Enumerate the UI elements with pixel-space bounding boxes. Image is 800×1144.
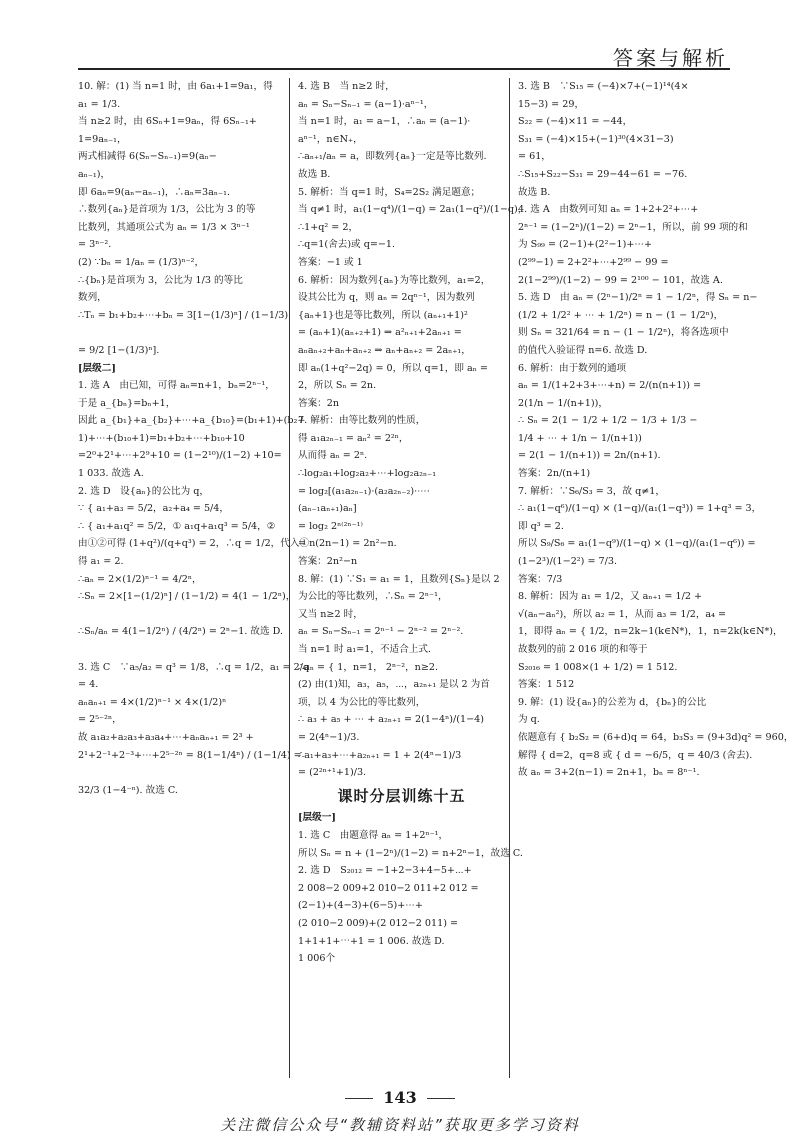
- answer-line: 则 Sₙ = 321/64 = n − (1 − 1/2ⁿ)，将各选项中: [518, 327, 729, 339]
- answer-line: 1/4 + ⋯ + 1/n − 1/(n+1)): [518, 432, 642, 444]
- answer-line: [78, 606, 285, 624]
- answer-line: 为 q.: [518, 714, 540, 726]
- answer-line: = log₂ 2ⁿ⁽²ⁿ⁻¹⁾: [298, 520, 363, 532]
- answer-line: 故选 B.: [298, 168, 331, 180]
- answer-line: 项，以 4 为公比的等比数列，: [298, 696, 426, 708]
- answer-line: 当 n=1 时，a₁ = a−1，∴aₙ = (a−1)·: [298, 116, 471, 128]
- answer-line: [层级二]: [78, 362, 116, 374]
- answer-line: 从而得 aₙ = 2ⁿ.: [298, 450, 368, 462]
- answer-line: 得 a₁a₂ₙ₋₁ = aₙ² = 2²ⁿ，: [298, 432, 409, 444]
- answer-line: = (2²ⁿ⁺¹+1)/3.: [298, 767, 367, 779]
- answer-line: ∴数列{aₙ}是首项为 1/3，公比为 3 的等: [78, 204, 256, 216]
- answer-line: ∴ { a₁+a₁q² = 5/2，① a₁q+a₁q³ = 5/4，②: [78, 520, 276, 532]
- answer-line: aₙ = Sₙ−Sₙ₋₁ = 2ⁿ⁻¹ − 2ⁿ⁻² = 2ⁿ⁻².: [298, 626, 464, 638]
- answer-line: ∴Tₙ = b₁+b₂+⋯+bₙ = 3[1−(1/3)ⁿ] / (1−1/3): [78, 309, 289, 321]
- answer-line: 2，所以 Sₙ = 2n.: [298, 380, 377, 392]
- answer-line: 故 aₙ = 3+2(n−1) = 2n+1，bₙ = 8ⁿ⁻¹.: [518, 767, 700, 779]
- answer-line: ∴a₁+a₃+⋯+a₂ₙ₊₁ = 1 + 2(4ⁿ−1)/3: [298, 749, 462, 761]
- column-middle: [290, 78, 528, 1078]
- answer-line: 2(1/n − 1/(n+1))，: [518, 397, 608, 409]
- answer-line: 8. 解：(1) ∵S₁ = a₁ = 1，且数列{Sₙ}是以 2: [298, 573, 500, 585]
- answer-line: 3. 选 B ∵S₁₅ = (−4)×7+(−1)¹⁴(4×: [518, 81, 689, 92]
- answer-line: 7. 解析：∵S₆/S₃ = 3，故 q≠1，: [518, 485, 666, 497]
- header-rule: [78, 68, 730, 70]
- answer-line: 当 n≥2 时，由 6Sₙ+1=9aₙ，得 6Sₙ₋₁+: [78, 116, 257, 128]
- answer-line: = 61，: [518, 151, 551, 163]
- answer-line: 答案：−1 或 1: [298, 256, 363, 268]
- answer-line: ∴log₂a₁+log₂a₂+⋯+log₂a₂ₙ₋₁: [298, 468, 437, 480]
- answer-line: 1)+⋯+(b₁₀+1)=b₁+b₂+⋯+b₁₀+10: [78, 432, 245, 444]
- answer-line: 32/3 (1−4⁻ⁿ). 故选 C.: [78, 784, 178, 796]
- answer-line: ∴q=1(舍去)或 q=−1.: [298, 239, 396, 251]
- answer-line: 8. 解析：因为 a₁ = 1/2，又 aₙ₊₁ = 1/2 +: [518, 591, 703, 603]
- answer-line: 的值代入验证得 n=6. 故选 D.: [518, 344, 648, 356]
- answer-line: 1 006个: [298, 953, 336, 965]
- answer-line: [78, 641, 285, 659]
- answer-line: 1+1+1+⋯+1 = 1 006. 故选 D.: [298, 935, 445, 947]
- answer-line: ∴{bₙ}是首项为 3，公比为 1/3 的等比: [78, 274, 243, 286]
- answer-line: 1 033. 故选 A.: [78, 468, 144, 480]
- answer-line: =2⁰+2¹+⋯+2⁹+10 = (1−2¹⁰)/(1−2) +10=: [78, 450, 282, 462]
- answer-line: 答案：1 512: [518, 679, 575, 691]
- answer-line: = log₂[(a₁a₂ₙ₋₁)·(a₂a₂ₙ₋₂)·⋯·: [298, 485, 430, 497]
- answer-line: 1，即得 aₙ = { 1/2，n=2k−1(k∈N*)，1，n=2k(k∈N*)，: [518, 626, 783, 638]
- answer-line: = 9/2 [1−(1/3)ⁿ].: [78, 344, 160, 356]
- answer-line: = 2⁵⁻²ⁿ，: [78, 714, 122, 726]
- answer-line: aₙ = Sₙ−Sₙ₋₁ = (a−1)·aⁿ⁻¹，: [298, 98, 434, 110]
- answer-line: 即 6aₙ=9(aₙ−aₙ₋₁)，∴aₙ=3aₙ₋₁.: [78, 186, 230, 198]
- answer-line: ∴ a₃ + a₅ + ⋯ + a₂ₙ₊₁ = 2(1−4ⁿ)/(1−4): [298, 714, 485, 726]
- answer-line: [78, 764, 285, 782]
- answer-line: 即 q³ = 2.: [518, 520, 564, 532]
- page-header-title: 答案与解析: [613, 46, 728, 70]
- answer-line: 答案：7/3: [518, 573, 563, 585]
- answer-line: 于是 a_{bₙ}=bₙ+1，: [78, 397, 176, 409]
- answer-line: 所以 S₉/S₆ = a₁(1−q⁹)/(1−q) × (1−q)/(a₁(1−q⁶)) =: [518, 538, 756, 550]
- answer-line: 又当 n≥2 时，: [298, 608, 363, 620]
- answer-line: ∴aₙ₊₁/aₙ = a，即数列{aₙ}一定是等比数列.: [298, 151, 487, 163]
- answer-line: ∴aₙ = { 1，n=1， 2ⁿ⁻²，n≥2.: [298, 661, 439, 673]
- answer-line: 当 n=1 时 a₁=1，不适合上式.: [298, 644, 431, 655]
- answer-line: a₁ = 1/3.: [78, 98, 121, 110]
- answer-line: 2. 选 D S₂₀₁₂ = −1+2−3+4−5+⋯+: [298, 865, 472, 877]
- answer-line: ∴S₁₅+S₂₂−S₃₁ = 29−44−61 = −76.: [518, 168, 688, 180]
- answer-line: 4. 选 A 由数列可知 aₙ = 1+2+2²+⋯+: [518, 204, 699, 216]
- answer-line: (2−1)+(4−3)+(6−5)+⋯+: [298, 900, 423, 912]
- answer-line: aₙaₙ₊₁ = 4×(1/2)ⁿ⁻¹ × 4×(1/2)ⁿ: [78, 696, 227, 708]
- answer-columns: [78, 78, 794, 1078]
- answer-line: 10. 解：(1) 当 n=1 时，由 6a₁+1=9a₁，得: [78, 81, 273, 92]
- answer-line: ∴Sₙ/aₙ = 4(1−1/2ⁿ) / (4/2ⁿ) = 2ⁿ−1. 故选 D.: [78, 626, 284, 638]
- answer-line: aₙ = 1/(1+2+3+⋯+n) = 2/(n(n+1)) =: [518, 380, 702, 392]
- answer-line: 2¹+2⁻¹+2⁻³+⋯+2⁵⁻²ⁿ = 8(1−1/4ⁿ) / (1−1/4) =: [78, 749, 302, 761]
- answer-line: ∴ a₁(1−q⁶)/(1−q) × (1−q)/(a₁(1−q³)) = 1+q³ = 3，: [518, 503, 762, 515]
- answer-line: 2 008−2 009+2 010−2 011+2 012 =: [298, 882, 479, 894]
- answer-line: 为 S₉₉ = (2−1)+(2²−1)+⋯+: [518, 239, 653, 251]
- answer-line: 为公比的等比数列，∴Sₙ = 2ⁿ⁻¹，: [298, 591, 448, 603]
- answer-line: 答案：2n/(n+1): [518, 468, 591, 480]
- answer-line: 2. 选 D 设{aₙ}的公比为 q，: [78, 485, 209, 497]
- column-right: [510, 78, 794, 1078]
- answer-line: 3. 选 C ∵a₅/a₂ = q³ = 1/8，∴q = 1/2，a₁ = 2/q: [78, 661, 310, 673]
- answer-line: [层级一]: [298, 812, 336, 824]
- answer-line: 1. 选 C 由题意得 aₙ = 1+2ⁿ⁻¹，: [298, 829, 449, 841]
- answer-line: aⁿ⁻¹，n∈N₊，: [298, 133, 363, 145]
- answer-line: 2ⁿ⁻¹ = (1−2ⁿ)/(1−2) = 2ⁿ−1，所以，前 99 项的和: [518, 221, 748, 233]
- answer-line: 依题意有 { b₂S₂ = (6+d)q = 64，b₃S₃ = (9+3d)q² = 960，: [518, 731, 794, 743]
- answer-line: S₂₀₁₆ = 1 008×(1 + 1/2) = 1 512.: [518, 661, 678, 673]
- answer-line: 得 a₁ = 2.: [78, 556, 124, 568]
- answer-line: ∵ { a₁+a₃ = 5/2，a₂+a₄ = 5/4，: [78, 503, 229, 515]
- answer-line: 1. 选 A 由已知，可得 aₙ=n+1，bₙ=2ⁿ⁻¹，: [78, 380, 275, 392]
- answer-line: S₂₂ = (−4)×11 = −44，: [518, 116, 633, 128]
- answer-line: 5. 解析：当 q=1 时，S₄=2S₂ 满足题意；: [298, 186, 481, 198]
- answer-line: aₙ₋₁)，: [78, 168, 111, 180]
- answer-line: 故数列的前 2 016 项的和等于: [518, 644, 648, 655]
- answer-line: 因此 a_{b₁}+a_{b₂}+⋯+a_{b₁₀}=(b₁+1)+(b₂+: [78, 415, 306, 427]
- answer-line: 所以 Sₙ = n + (1−2ⁿ)/(1−2) = n+2ⁿ−1，故选 C.: [298, 847, 523, 859]
- answer-line: S₃₁ = (−4)×15+(−1)³⁰(4×31−3): [518, 133, 674, 145]
- answer-line: 答案：2n²−n: [298, 556, 358, 568]
- answer-line: = 4.: [78, 679, 99, 691]
- answer-line: 两式相减得 6(Sₙ−Sₙ₋₁)=9(aₙ−: [78, 151, 217, 163]
- answer-line: 9. 解：(1) 设{aₙ}的公差为 d，{bₙ}的公比: [518, 696, 707, 708]
- answer-line: 当 q≠1 时，a₁(1−q⁴)/(1−q) = 2a₁(1−q²)/(1−q)，: [298, 204, 528, 216]
- answer-line: 数列，: [78, 292, 107, 304]
- answer-line: (2⁹⁹−1) = 2+2²+⋯+2⁹⁹ − 99 =: [518, 256, 669, 268]
- answer-line: 15−3) = 29，: [518, 98, 585, 110]
- answer-line: 6. 解析：因为数列{aₙ}为等比数列，a₁=2，: [298, 274, 491, 286]
- answer-line: 2(1−2⁹⁹)/(1−2) − 99 = 2¹⁰⁰ − 101，故选 A.: [518, 274, 723, 286]
- footer-note: 关注微信公众号“教辅资料站”获取更多学习资料: [220, 1116, 580, 1134]
- answer-line: (2) ∵bₙ = 1/aₙ = (1/3)ⁿ⁻²，: [78, 256, 205, 268]
- answer-line: (aₙ₋₁aₙ₊₁)aₙ]: [298, 503, 357, 515]
- column-left: [78, 78, 310, 1078]
- answer-line: ∴1+q² = 2，: [298, 221, 359, 233]
- answer-line: = 2(1 − 1/(n+1)) = 2n/(n+1).: [518, 450, 661, 462]
- lesson-title: 课时分层训练十五: [337, 786, 466, 805]
- answer-line: 故 a₁a₂+a₂a₃+a₃a₄+⋯+aₙaₙ₊₁ = 2³ +: [78, 731, 254, 743]
- answer-line: 由①②可得 (1+q²)/(q+q³) = 2，∴q = 1/2，代入①: [78, 538, 310, 550]
- answer-line: (1−2³)/(1−2²) = 7/3.: [518, 556, 618, 568]
- answer-line: 解得 { d=2，q=8 或 { d = −6/5，q = 40/3 (舍去).: [518, 749, 753, 761]
- answer-line: 故选 B.: [518, 186, 551, 198]
- answer-line: (2) 由(1)知，a₃，a₅，⋯，a₂ₙ₊₁ 是以 2 为首: [298, 679, 490, 691]
- answer-line: (1/2 + 1/2² + ⋯ + 1/2ⁿ) = n − (1 − 1/2ⁿ)，: [518, 309, 724, 321]
- page-number: 143: [383, 1088, 417, 1107]
- answer-line: 5. 选 D 由 aₙ = (2ⁿ−1)/2ⁿ = 1 − 1/2ⁿ，得 Sₙ = n−: [518, 292, 758, 304]
- answer-line: 比数列，其通项公式为 aₙ = 1/3 × 3ⁿ⁻¹: [78, 221, 250, 233]
- answer-line: (2 010−2 009)+(2 012−2 011) =: [298, 917, 459, 929]
- answer-line: = n(2n−1) = 2n²−n.: [298, 538, 397, 550]
- answer-line: 设其公比为 q，则 aₙ = 2qⁿ⁻¹，因为数列: [298, 292, 475, 304]
- answer-line: ∴ Sₙ = 2(1 − 1/2 + 1/2 − 1/3 + 1/3 −: [518, 415, 698, 427]
- answer-line: ∴Sₙ = 2×[1−(1/2)ⁿ] / (1−1/2) = 4(1 − 1/2ⁿ)，: [78, 591, 296, 603]
- answer-line: 即 aₙ(1+q²−2q) = 0，所以 q=1，即 aₙ =: [298, 362, 488, 374]
- answer-line: 答案：2n: [298, 397, 340, 409]
- answer-line: 6. 解析：由于数列的通项: [518, 362, 627, 374]
- answer-line: 1=9aₙ₋₁，: [78, 133, 127, 145]
- answer-line: aₙaₙ₊₂+aₙ+aₙ₊₂ ⇒ aₙ+aₙ₊₂ = 2aₙ₊₁，: [298, 344, 471, 356]
- answer-line: 4. 选 B 当 n≥2 时，: [298, 81, 395, 92]
- page-number-wrap: [0, 1088, 800, 1107]
- answer-line: ∴aₙ = 2×(1/2)ⁿ⁻¹ = 4/2ⁿ，: [78, 573, 202, 585]
- answer-line: = (aₙ+1)(aₙ₊₂+1) ⇒ a²ₙ₊₁+2aₙ₊₁ =: [298, 327, 462, 339]
- answer-line: = 3ⁿ⁻².: [78, 239, 112, 251]
- answer-line: √(aₙ−aₙ²)，所以 a₂ = 1，从而 a₃ = 1/2，a₄ =: [518, 608, 727, 620]
- answer-line: 7. 解析：由等比数列的性质，: [298, 415, 426, 427]
- answer-line: = 2(4ⁿ−1)/3.: [298, 731, 360, 743]
- answer-line: [78, 324, 285, 342]
- answer-line: {aₙ+1}也是等比数列，所以 (aₙ₊₁+1)²: [298, 309, 468, 321]
